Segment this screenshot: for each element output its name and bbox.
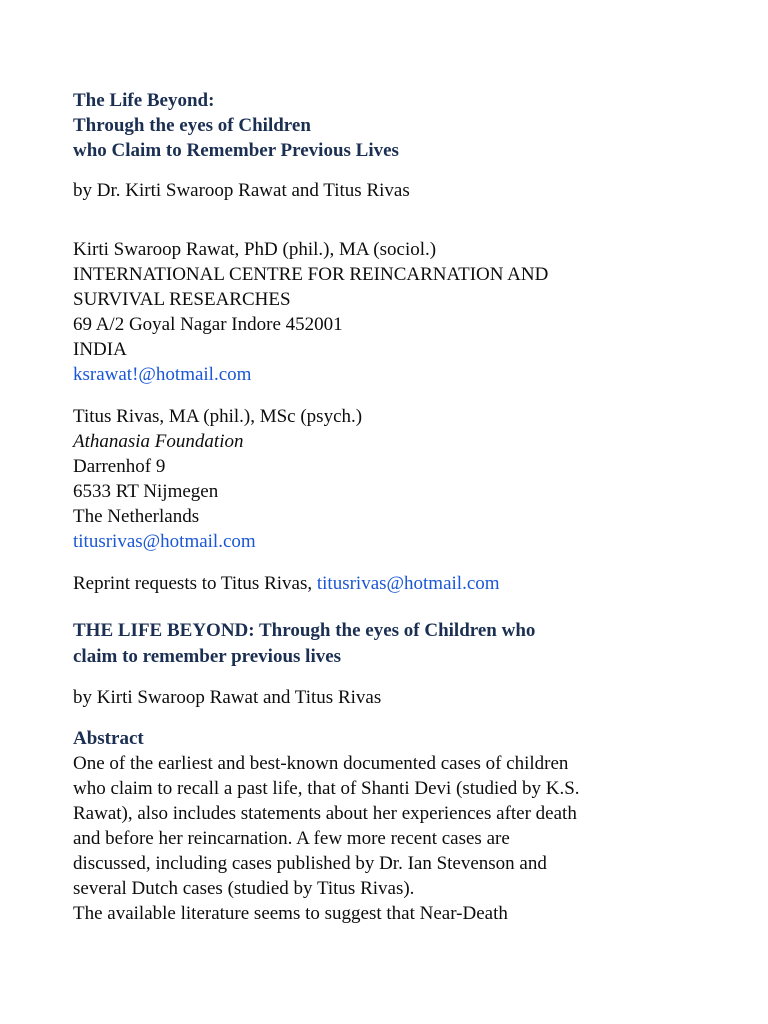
author-1-country: INDIA — [73, 339, 127, 360]
abstract-line: One of the earliest and best-known documented cases of children — [73, 753, 569, 774]
article-title-line-2: claim to remember previous lives — [73, 646, 342, 667]
author-2-name: Titus Rivas, MA (phil.), MSc (psych.) — [73, 406, 363, 427]
title-line-1: The Life Beyond: — [73, 90, 215, 111]
document-page — [73, 88, 733, 926]
abstract-section — [73, 726, 733, 926]
abstract-line: Rawat), also includes statements about her experiences after death — [73, 803, 577, 824]
author-2-org: Athanasia Foundation — [73, 431, 244, 452]
article-title-line-1: THE LIFE BEYOND: Through the eyes of Children who — [73, 620, 536, 641]
main-title — [73, 88, 733, 163]
author-1-block — [73, 237, 733, 387]
author-1-org-line-2: SURVIVAL RESEARCHES — [73, 289, 291, 310]
abstract-line: and before her reincarnation. A few more recent cases are — [73, 828, 510, 849]
author-2-city: 6533 RT Nijmegen — [73, 481, 219, 502]
abstract-line: several Dutch cases (studied by Titus Rivas). — [73, 878, 415, 899]
author-2-email-link[interactable]: titusrivas@hotmail.com — [73, 531, 256, 552]
article-title — [73, 618, 733, 670]
reprint-email-link[interactable]: titusrivas@hotmail.com — [316, 573, 500, 594]
article-byline: by Kirti Swaroop Rawat and Titus Rivas — [73, 687, 382, 708]
abstract-line: discussed, including cases published by Dr. Ian Stevenson and — [73, 853, 547, 874]
author-2-street: Darrenhof 9 — [73, 456, 166, 477]
reprint-requests — [73, 571, 733, 596]
title-line-3: who Claim to Remember Previous Lives — [73, 140, 399, 161]
author-1-org-line-1: INTERNATIONAL CENTRE FOR REINCARNATION AND — [73, 264, 549, 285]
author-1-email-link[interactable]: ksrawat!@hotmail.com — [73, 364, 252, 385]
abstract-heading: Abstract — [73, 728, 144, 749]
author-2-block — [73, 404, 733, 554]
title-line-2: Through the eyes of Children — [73, 115, 311, 136]
abstract-line: who claim to recall a past life, that of Shanti Devi (studied by K.S. — [73, 778, 580, 799]
abstract-line: The available literature seems to suggest that Near-Death — [73, 903, 508, 924]
byline: by Dr. Kirti Swaroop Rawat and Titus Rivas — [73, 180, 410, 201]
author-2-country: The Netherlands — [73, 506, 200, 527]
author-1-address: 69 A/2 Goyal Nagar Indore 452001 — [73, 314, 343, 335]
reprint-text: Reprint requests to Titus Rivas, — [73, 573, 317, 594]
author-1-name: Kirti Swaroop Rawat, PhD (phil.), MA (sociol.) — [73, 239, 437, 260]
